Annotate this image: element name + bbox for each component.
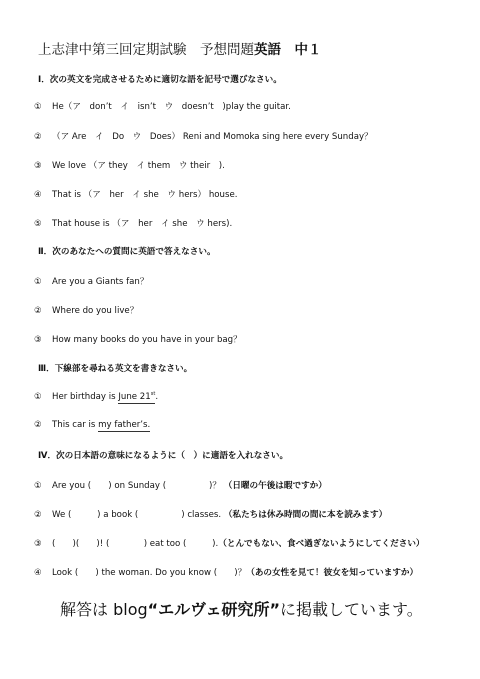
item-text-before: Her birthday is [52,391,119,402]
item-text: Are you ( ) on Sunday ( )？ [52,481,221,491]
item-number: ③ [34,539,42,549]
item-text: Look ( ) the woman. Do you know ( )？ [52,568,247,578]
answer-notice [60,597,423,620]
item-number: ② [34,306,42,316]
item-translation: （日曜の午後は暇ですか） [223,481,327,491]
section-3-heading: Ⅲ．下線部を尋ねる英文を書きなさい。 [38,364,193,374]
blog-name: “エルヴェ研究所” [147,600,281,619]
item-number: ② [34,132,42,142]
item-text: He（ア don’t イ isn’t ウ doesn’t )play the guitar. [52,102,291,112]
item-text: We love （ア they イ them ウ their ). [52,161,225,171]
q1-item-4 [34,188,237,200]
section-2-heading: Ⅱ．次のあなたへの質問に英語で答えなさい。 [38,247,216,257]
item-text: That house is （ア her イ she ウ hers). [52,219,233,229]
q4-item-4 [34,566,418,578]
section-4-heading: Ⅳ．次の日本語の意味になるように（ ）に適語を入れなさい。 [38,451,289,461]
item-text: We ( ) a book ( ) classes. [52,510,222,520]
item-number: ③ [34,161,42,171]
item-text-before: This car is [52,420,99,430]
q2-item-3 [34,333,242,345]
q4-item-2 [34,508,387,520]
q4-item-3 [34,537,425,549]
underlined-text: my father’s. [98,420,151,430]
q1-item-2 [34,130,373,142]
item-text-after: . [155,391,159,402]
underlined-target [118,392,155,404]
section-1-heading: Ⅰ．次の英文を完成させるために適切な語を記号で選びなさい。 [38,75,282,85]
item-text: ( )( )! ( ) eat too ( ). [52,539,219,549]
answer-notice-after: に掲載しています。 [280,600,423,619]
item-translation: （私たちは休み時間の間に本を読みます） [223,510,388,520]
item-translation: （とんでもない、食べ過ぎないようにしてください） [218,539,425,549]
item-text: Are you a Giants fan？ [52,277,149,287]
q1-item-1 [34,100,291,112]
item-number: ① [34,277,42,287]
ordinal-suffix: st [150,391,156,397]
item-number: ① [34,481,42,491]
q3-item-2 [34,420,150,430]
underlined-text: June 21 [118,391,151,402]
q4-item-1 [34,479,327,491]
item-text: （ア Are イ Do ウ Does） Reni and Momoka sing here every Sunday？ [52,132,373,142]
item-text: Where do you live？ [52,306,139,316]
item-number: ② [34,510,42,520]
title-subject: 英語 中１ [254,42,322,58]
answer-notice-before: 解答は blog [60,600,148,619]
item-number: ④ [34,190,42,200]
item-number: ① [34,102,42,112]
q2-item-2 [34,304,138,316]
q1-item-5 [34,217,232,229]
item-number: ④ [34,568,42,578]
item-text: How many books do you have in your bag？ [52,335,242,345]
q2-item-1 [34,275,148,287]
q3-item-1 [34,391,158,402]
item-translation: （あの女性を見て！彼女を知っていますか） [246,568,419,578]
q1-item-3 [34,159,225,171]
item-number: ⑤ [34,219,42,229]
item-number: ③ [34,335,42,345]
underlined-target [98,420,150,432]
page-title [38,38,322,58]
title-main: 上志津中第三回定期試験 予想問題 [38,42,254,58]
item-text: That is （ア her イ she ウ hers） house. [52,190,238,200]
item-number: ② [34,420,42,430]
item-number: ① [34,391,42,402]
